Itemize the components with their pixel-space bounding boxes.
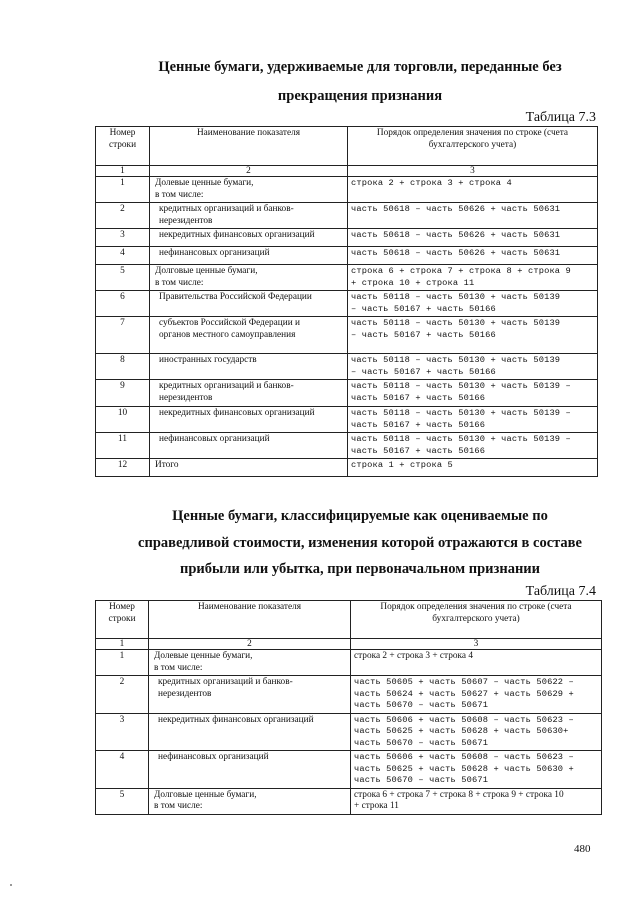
section1-title-line1: Ценные бумаги, удерживаемые для торговли, переданные без: [158, 59, 562, 75]
table-row: [96, 380, 598, 407]
indicator-name-cell: иностранных государств: [150, 354, 348, 380]
indicator-name-cell: Долговые ценные бумаги, в том числе:: [149, 788, 351, 814]
table-row: [96, 203, 598, 229]
formula-cell: строка 2 + строка 3 + строка 4: [351, 650, 602, 676]
table-7-4: [95, 600, 602, 815]
indicator-name-cell: нефинансовых организаций: [150, 247, 348, 265]
table-row: [96, 751, 602, 789]
table-row: [96, 407, 598, 433]
formula-cell: часть 50118 – часть 50130 + часть 50139 – часть 50167 + часть 50166: [348, 380, 598, 407]
indicator-name-cell: некредитных финансовых организаций: [150, 407, 348, 433]
table-row: [96, 265, 598, 291]
table-row: [96, 291, 598, 317]
table-row: [96, 177, 598, 203]
table-row: [96, 676, 602, 714]
table-row: [96, 247, 598, 265]
indicator-name-cell: кредитных организаций и банков- нерезидентов: [150, 203, 348, 229]
row-number-cell: 7: [96, 317, 150, 354]
section2-title-line3: прибыли или убытка, при первоначальном признании: [179, 561, 541, 577]
row-number-cell: 2: [96, 676, 149, 714]
table-header-row: [96, 127, 598, 166]
row-number-cell: 2: [96, 203, 150, 229]
formula-cell: часть 50118 – часть 50130 + часть 50139 – часть 50167 + часть 50166: [348, 433, 598, 459]
row-number-cell: 3: [96, 713, 149, 751]
table-row: [96, 317, 598, 354]
formula-cell: строка 6 + строка 7 + строка 8 + строка 9 + строка 10 + строка 11: [348, 265, 598, 291]
row-number-cell: 12: [96, 459, 150, 477]
indicator-name-cell: кредитных организаций и банков- нерезидентов: [150, 380, 348, 407]
table-index-row: [96, 639, 602, 650]
indicator-name-cell: нефинансовых организаций: [149, 751, 351, 789]
indicator-name-cell: некредитных финансовых организаций: [149, 713, 351, 751]
header-row-number: Номер строки: [96, 601, 149, 639]
indicator-name-cell: Долговые ценные бумаги, в том числе:: [150, 265, 348, 291]
row-number-cell: 4: [96, 247, 150, 265]
table-row: [96, 354, 598, 380]
table-row: [96, 650, 602, 676]
row-number-cell: 5: [96, 788, 149, 814]
formula-cell: часть 50618 – часть 50626 + часть 50631: [348, 229, 598, 247]
header-indicator-name: Наименование показателя: [149, 601, 351, 639]
index-cell: 2: [150, 166, 348, 177]
formula-cell: часть 50118 – часть 50130 + часть 50139 – часть 50167 + часть 50166: [348, 407, 598, 433]
section2-title-line2: справедливой стоимости, изменения которой отражаются в составе: [138, 535, 582, 551]
header-row-number: Номер строки: [96, 127, 150, 166]
index-cell: 1: [96, 639, 149, 650]
formula-cell: часть 50118 – часть 50130 + часть 50139 – часть 50167 + часть 50166: [348, 354, 598, 380]
formula-cell: строка 6 + строка 7 + строка 8 + строка 9 + строка 10 + строка 11: [351, 788, 602, 814]
row-number-cell: 11: [96, 433, 150, 459]
section1-title-line2: прекращения признания: [277, 88, 443, 104]
row-number-cell: 5: [96, 265, 150, 291]
indicator-name-cell: Долевые ценные бумаги, в том числе:: [150, 177, 348, 203]
index-cell: 1: [96, 166, 150, 177]
formula-cell: часть 50118 – часть 50130 + часть 50139 – часть 50167 + часть 50166: [348, 291, 598, 317]
formula-cell: часть 50605 + часть 50607 – часть 50622 – часть 50624 + часть 50627 + часть 50629 + часть 50670 – часть 50671: [351, 676, 602, 714]
table-row: [96, 713, 602, 751]
row-number-cell: 6: [96, 291, 150, 317]
index-cell: 3: [351, 639, 602, 650]
row-number-cell: 10: [96, 407, 150, 433]
scan-mark: [10, 884, 12, 886]
indicator-name-cell: нефинансовых организаций: [150, 433, 348, 459]
indicator-name-cell: кредитных организаций и банков- нерезидентов: [149, 676, 351, 714]
table-7-3-caption: Таблица 7.3: [525, 110, 596, 125]
row-number-cell: 4: [96, 751, 149, 789]
indicator-name-cell: субъектов Российской Федерации и органов местного самоуправления: [150, 317, 348, 354]
indicator-name-cell: Долевые ценные бумаги, в том числе:: [149, 650, 351, 676]
row-number-cell: 1: [96, 177, 150, 203]
indicator-name-cell: Итого: [150, 459, 348, 477]
table-row: [96, 433, 598, 459]
row-number-cell: 9: [96, 380, 150, 407]
section2-title-line1: Ценные бумаги, классифицируемые как оцениваемые по: [172, 508, 548, 524]
table-header-row: [96, 601, 602, 639]
index-cell: 3: [348, 166, 598, 177]
indicator-name-cell: Правительства Российской Федерации: [150, 291, 348, 317]
page-number: 480: [574, 843, 591, 855]
table-row: [96, 459, 598, 477]
table-row: [96, 229, 598, 247]
header-indicator-name: Наименование показателя: [150, 127, 348, 166]
row-number-cell: 8: [96, 354, 150, 380]
table-7-3: [95, 126, 598, 477]
index-cell: 2: [149, 639, 351, 650]
formula-cell: часть 50118 – часть 50130 + часть 50139 – часть 50167 + часть 50166: [348, 317, 598, 354]
table-7-4-caption: Таблица 7.4: [525, 584, 596, 599]
table-index-row: [96, 166, 598, 177]
row-number-cell: 1: [96, 650, 149, 676]
formula-cell: часть 50618 – часть 50626 + часть 50631: [348, 203, 598, 229]
formula-cell: строка 1 + строка 5: [348, 459, 598, 477]
row-number-cell: 3: [96, 229, 150, 247]
header-value-method: Порядок определения значения по строке (счета бухгалтерского учета): [348, 127, 598, 166]
header-value-method: Порядок определения значения по строке (счета бухгалтерского учета): [351, 601, 602, 639]
table-row: [96, 788, 602, 814]
formula-cell: часть 50618 – часть 50626 + часть 50631: [348, 247, 598, 265]
formula-cell: строка 2 + строка 3 + строка 4: [348, 177, 598, 203]
formula-cell: часть 50606 + часть 50608 – часть 50623 – часть 50625 + часть 50628 + часть 50630 + часть 50670 – часть 50671: [351, 751, 602, 789]
formula-cell: часть 50606 + часть 50608 – часть 50623 – часть 50625 + часть 50628 + часть 50630+ часть 50670 – часть 50671: [351, 713, 602, 751]
indicator-name-cell: некредитных финансовых организаций: [150, 229, 348, 247]
